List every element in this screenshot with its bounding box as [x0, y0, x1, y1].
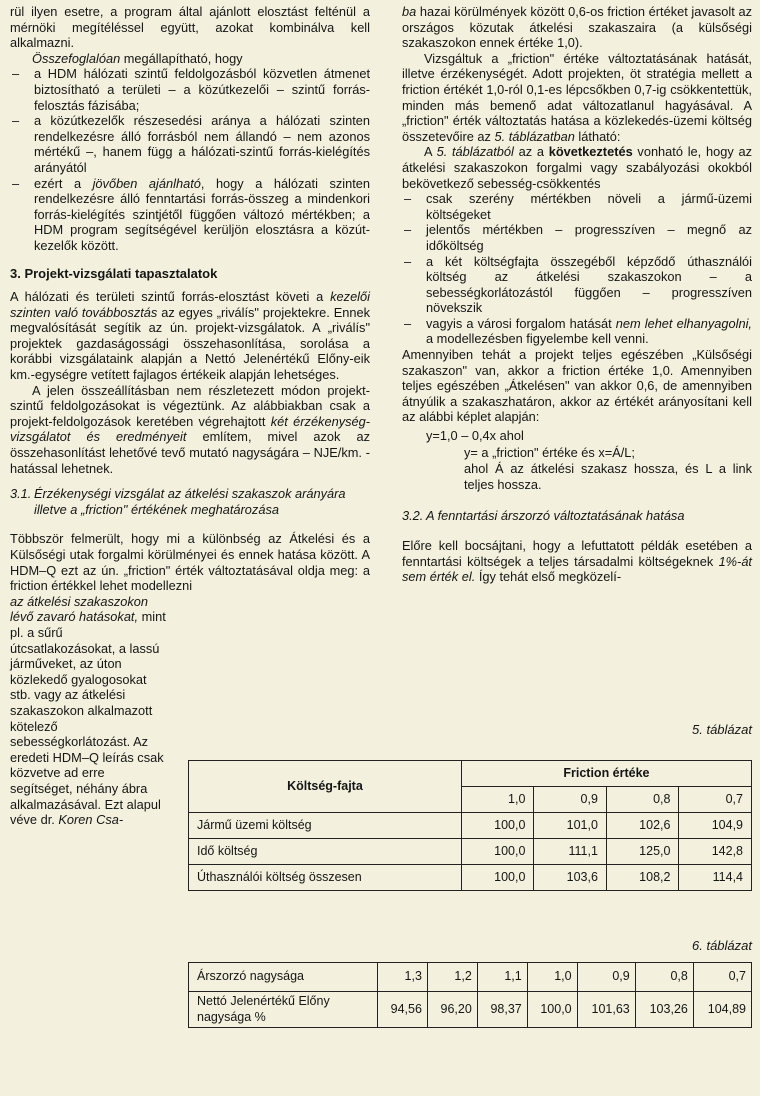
- table-6-row-label: Nettó Jelenértékű Előny nagysága %: [189, 992, 378, 1028]
- table-cell: 0,8: [635, 963, 693, 992]
- subsection-3-1-paragraph-narrow: az átkelési szakaszokon lévő zavaró hatásokat, mint pl. a sűrű útcsatlakozásokat, a lassú járműveket, az úton közlekedő gyalogosokat stb. vagy az átkelési szakaszokon alkalmazott kötelező sebességkorlátozást. Az eredeti HDM–Q leírás csak közvetve ad erre segítséget, néhány ábra alkalmazásával. Ezt alapul véve dr. Koren Csa-: [10, 593, 166, 828]
- table-5-friction-value: 0,9: [534, 787, 607, 813]
- table-cell: 0,7: [693, 963, 751, 992]
- table-5-column-header: Költség-fajta: [189, 761, 462, 813]
- subsection-3-1-heading: 3.1. Érzékenységi vizsgálat az átkelési szakaszok arányára illetve a „friction" értékének meghatározása: [10, 486, 346, 517]
- table-5-row-label: Idő költség: [189, 839, 462, 865]
- summary-bullet: – ezért a jövőben ajánlható, hogy a hálózati szinten rendelkezésre álló fenntartási forrás-összeg a mindenkori forrás-kielégítés szintjétől függően változó mértékben; a HDM program segítségével kerüljön elosztásra a közút-kezelők között.: [10, 176, 370, 254]
- table-cell: 94,56: [378, 992, 428, 1028]
- table-row: [189, 963, 752, 992]
- intro-paragraph: rül ilyen esetre, a program által ajánlott elosztást felténül a mérnöki megítéléssel együtt, azokat kombinálva kell alkalmazni.: [10, 4, 370, 51]
- conclusion-bullet: – jelentős mértékben – progresszíven – megnő az időköltség: [402, 222, 752, 253]
- table-5: [188, 760, 752, 891]
- formula: y=1,0 – 0,4x ahol: [426, 428, 524, 444]
- formula-definition-2: ahol Á az átkelési szakasz hossza, és L a link teljes hossza.: [464, 461, 752, 492]
- table-6-row-label: Árszorzó nagysága: [189, 963, 378, 992]
- table-6: [188, 962, 752, 1028]
- table-cell: 142,8: [679, 839, 752, 865]
- table-cell: 1,3: [378, 963, 428, 992]
- right-paragraph-1: ba hazai körülmények között 0,6-os friction értéket javasolt az országos közutak átkelési szakaszaira (a külsőségi szakaszokon ennek értéke 1,0).: [402, 4, 752, 51]
- table-cell: 101,63: [577, 992, 635, 1028]
- table-cell: 111,1: [534, 839, 607, 865]
- summary-bullet: – a HDM hálózati szintű feldolgozásból közvetlen átmenet biztosítható a területi – a közútkezelői – szintű forrás-felosztás fázisába;: [10, 66, 370, 113]
- table-5-caption: 5. táblázat: [692, 722, 752, 737]
- table-5-friction-value: 0,7: [679, 787, 752, 813]
- table-cell: 98,37: [477, 992, 527, 1028]
- table-cell: 100,0: [461, 813, 534, 839]
- table-cell: 1,2: [427, 963, 477, 992]
- subsection-3-2-heading: 3.2. A fenntartási árszorzó változtatásának hatása: [402, 508, 685, 524]
- table-cell: 1,0: [527, 963, 577, 992]
- right-paragraph-2: Vizsgáltuk a „friction" értéke változtatásának hatását, illetve érzékenységét. Adott projekten, öt stratégia mellett a friction értékét 1,0-ról 0,1-es lépcsőkben 0,7-ig csökkentettük, minden más bemenő adat változatlanul hagyásával. A „friction" érték változtatás hatása a közlekedés-üzemi költség összetevőire az 5. táblázatban látható:: [402, 50, 752, 144]
- conclusion-bullet: – a két költségfajta összegéből képződő úthasználói költség az átkelési szakaszokon – a sebességkorlátozástól függően – progresszíven növekszik: [402, 254, 752, 316]
- table-cell: 108,2: [606, 865, 679, 891]
- subsection-3-2-paragraph: Előre kell bocsájtani, hogy a lefuttatott példák esetében a fenntartási költségek a teljes társadalmi költségeknek 1%-át sem érték el. Így tehát első megközelí-: [402, 538, 752, 585]
- table-5-group-header: Friction értéke: [461, 761, 751, 787]
- section-3-paragraph-2: A jelen összeállításban nem részletezett módon projekt-szintű feldolgozásokat is végeztünk. Az alábbiakban csak a projekt-feldolgozások keretében végrehajtott két érzékenység-vizsgálatot és eredményeit említem, mivel azok az összehasonlítást lehetővé tevő mutató nagyságára – NJE/km. - hatással lehetnek.: [10, 382, 370, 476]
- table-cell: 104,89: [693, 992, 751, 1028]
- table-6-caption: 6. táblázat: [692, 938, 752, 953]
- table-cell: 103,6: [534, 865, 607, 891]
- right-column: [402, 4, 752, 585]
- table-cell: 101,0: [534, 813, 607, 839]
- left-column: [10, 4, 370, 828]
- table-cell: 103,26: [635, 992, 693, 1028]
- table-cell: 125,0: [606, 839, 679, 865]
- table-cell: 100,0: [461, 839, 534, 865]
- right-paragraph-4: Amennyiben tehát a projekt teljes egészében „Külsőségi szakaszon" van, akkor a friction értéke 1,0. Amennyiben teljes egészében „Átkelésen" van akkor 0,6, de amennyiben átnyúlik a szakaszhatáron, akkor az értékét arányosítani kell az alábbi képlet alapján:: [402, 347, 752, 425]
- table-row: [189, 839, 752, 865]
- table-cell: 102,6: [606, 813, 679, 839]
- table-cell: 104,9: [679, 813, 752, 839]
- conclusion-bullet-list: [402, 191, 752, 347]
- table-5-row-label: Jármű üzemi költség: [189, 813, 462, 839]
- subsection-3-1-paragraph-wide: Többször felmerült, hogy mi a különbség az Átkelési és a Külsőségi utak forgalmi körülményei és ennek hatása között. A HDM–Q ezt az ún. „friction" érték változtatásával oldja meg: a friction értékkel lehet modellezni: [10, 531, 370, 594]
- table-cell: 100,0: [461, 865, 534, 891]
- summary-bullet-list: [10, 66, 370, 253]
- summary-bullet: – a közútkezelők részesedési aránya a hálózati szinten rendelkezésre álló forrásból nem állandó – nem azonos mértékű –, hanem függ a hálózati-szintű forrás-kielégítés arányától: [10, 113, 370, 175]
- summary-lead: Összefoglalóan megállapítható, hogy: [32, 50, 243, 66]
- conclusion-bullet: – csak szerény mértékben növeli a jármű-üzemi költségeket: [402, 191, 752, 222]
- table-row: [189, 813, 752, 839]
- table-row: [189, 865, 752, 891]
- section-3-heading: 3. Projekt-vizsgálati tapasztalatok: [10, 265, 218, 281]
- formula-definition: y= a „friction" értéke és x=Á/L;: [464, 444, 635, 460]
- table-cell: 114,4: [679, 865, 752, 891]
- conclusion-bullet: – vagyis a városi forgalom hatását nem lehet elhanyagolni, a modellezésben figyelembe kell venni.: [402, 316, 752, 347]
- table-row: [189, 992, 752, 1028]
- table-5-friction-value: 0,8: [606, 787, 679, 813]
- section-3-paragraph-1: A hálózati és területi szintű forrás-elosztást követi a kezelői szinten való továbbosztás az egyes „riválís" projektekre. Ennek megvalósítását segítik az ún. projekt-vizsgálatok. A „riválís" projektek gazdaságossági összehasonlítása, sorolása a korábbi vizsgálataink alapján a Nettó Jelenértékű Előny-eik km.-egységre vetített fajlagos értékeik alapján lehetséges.: [10, 289, 370, 383]
- right-paragraph-3: A 5. táblázatból az a következtetés vonható le, hogy az átkelési szakaszokon forgalmi vagy szabályozási okokból bekövetkező sebesség-csökkentés: [402, 144, 752, 191]
- table-5-friction-value: 1,0: [461, 787, 534, 813]
- table-cell: 96,20: [427, 992, 477, 1028]
- table-cell: 0,9: [577, 963, 635, 992]
- table-cell: 100,0: [527, 992, 577, 1028]
- table-cell: 1,1: [477, 963, 527, 992]
- table-5-row-label: Úthasználói költség összesen: [189, 865, 462, 891]
